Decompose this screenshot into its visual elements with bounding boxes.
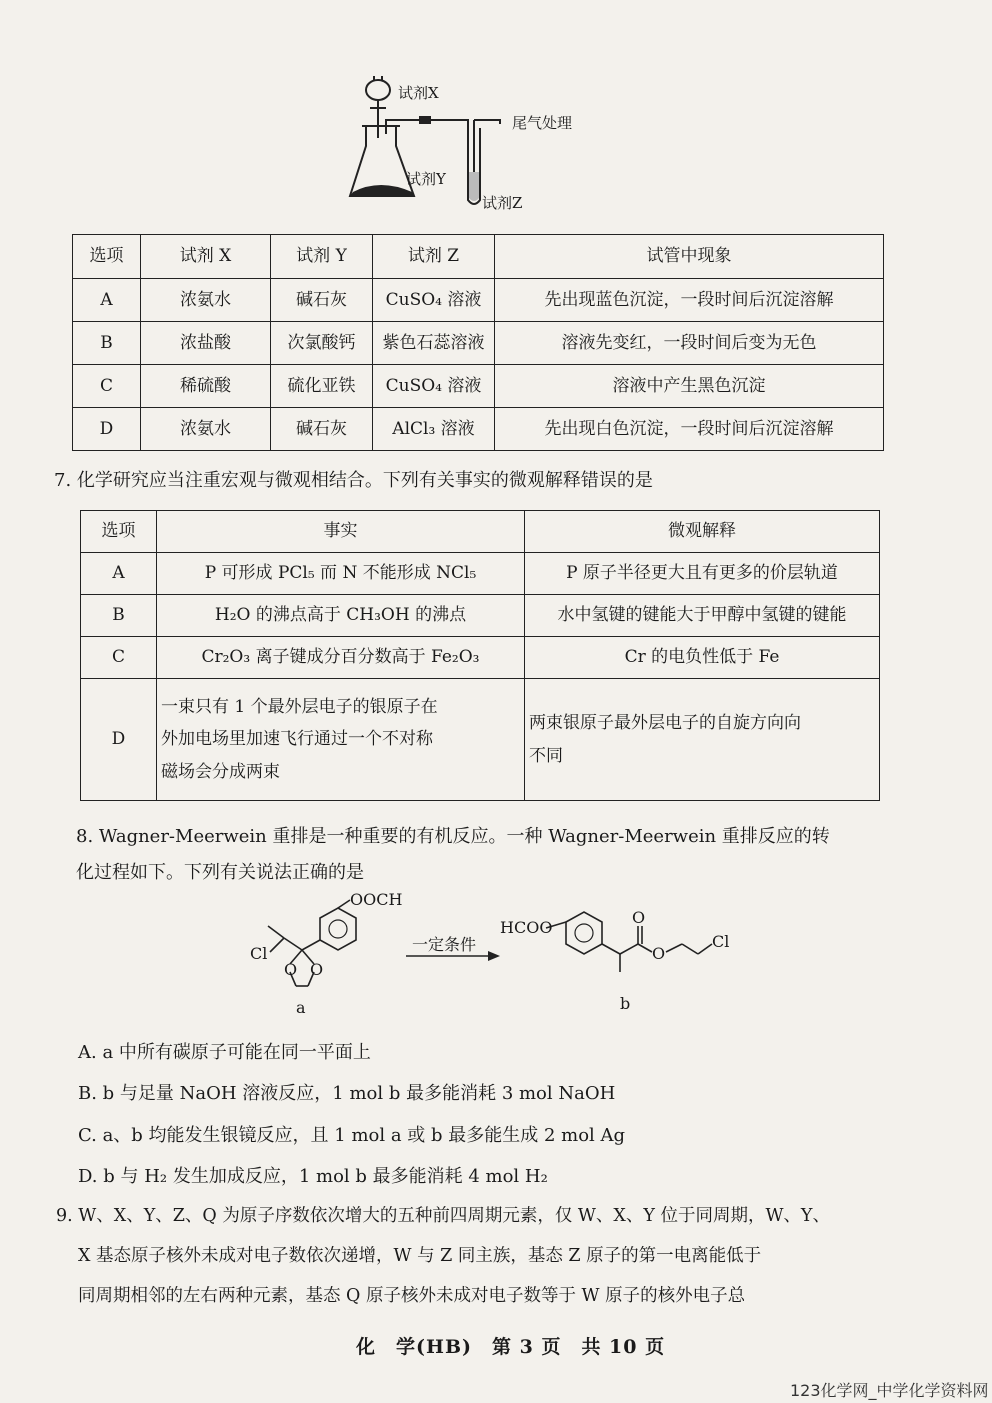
cell (157, 679, 525, 801)
cell: P 可形成 PCl₅ 而 N 不能形成 NCl₅ (157, 553, 525, 595)
cell: 先出现白色沉淀，一段时间后沉淀溶解 (495, 408, 884, 451)
cell: P 原子半径更大且有更多的价层轨道 (525, 553, 880, 595)
cell: 碱石灰 (271, 408, 373, 451)
cell: C (81, 637, 157, 679)
fact-line: 磁场会分成两束 (161, 761, 280, 782)
b-carbonyl-o-label: O (632, 908, 646, 927)
cell: A (73, 279, 141, 322)
q6-header: 选项 (73, 235, 141, 279)
table-row (81, 637, 880, 679)
q8-option-b: B. b 与足量 NaOH 溶液反应，1 mol b 最多能消耗 3 mol NaOH (78, 1083, 616, 1104)
table-row (81, 679, 880, 801)
a-cl-label: Cl (250, 944, 268, 963)
q6-header: 试管中现象 (495, 235, 884, 279)
cell: 溶液先变红，一段时间后变为无色 (495, 322, 884, 365)
q6-table (72, 234, 884, 451)
q6-header-row (73, 235, 884, 279)
cell: 浓盐酸 (141, 322, 271, 365)
arrow-condition: 一定条件 (412, 935, 477, 954)
label-tail-gas: 尾气处理 (512, 114, 573, 132)
table-row (81, 595, 880, 637)
a-o1-label: O (284, 960, 298, 979)
cell: 碱石灰 (271, 279, 373, 322)
cell: CuSO₄ 溶液 (373, 279, 495, 322)
cell: 稀硫酸 (141, 365, 271, 408)
label-b: b (620, 994, 631, 1013)
table-row (73, 408, 884, 451)
label-reagent-x: 试剂X (398, 84, 439, 102)
apparatus-figure (340, 68, 580, 218)
cell: H₂O 的沸点高于 CH₃OH 的沸点 (157, 595, 525, 637)
cell: AlCl₃ 溶液 (373, 408, 495, 451)
a-ooch-label: OOCH (350, 890, 403, 909)
q7-header: 事实 (157, 511, 525, 553)
q8-option-d: D. b 与 H₂ 发生加成反应，1 mol b 最多能消耗 4 mol H₂ (78, 1166, 548, 1187)
cell: B (73, 322, 141, 365)
table-row (73, 279, 884, 322)
reaction-scheme (210, 890, 750, 1028)
q9-line1: 9. W、X、Y、Z、Q 为原子序数依次增大的五种前四周期元素，仅 W、X、Y 位于同周期，W、Y、 (56, 1206, 830, 1226)
cell: Cr₂O₃ 离子键成分百分数高于 Fe₂O₃ (157, 637, 525, 679)
apparatus-drawing (340, 68, 580, 218)
table-row (73, 322, 884, 365)
cell: 次氯酸钙 (271, 322, 373, 365)
cell: A (81, 553, 157, 595)
cell: 紫色石蕊溶液 (373, 322, 495, 365)
cell (525, 679, 880, 801)
b-cl-label: Cl (712, 932, 730, 951)
cell: D (73, 408, 141, 451)
q8-stem-line1: 8. Wagner-Meerwein 重排是一种重要的有机反应。一种 Wagner-Meerwein 重排反应的转 (76, 826, 830, 847)
cell: 溶液中产生黑色沉淀 (495, 365, 884, 408)
b-hcoo-label: HCOO (500, 918, 553, 937)
cell: 先出现蓝色沉淀，一段时间后沉淀溶解 (495, 279, 884, 322)
table-row (73, 365, 884, 408)
cell: B (81, 595, 157, 637)
label-reagent-y: 试剂Y (406, 170, 446, 188)
label-reagent-z: 试剂Z (482, 194, 523, 212)
q6-header: 试剂 Z (373, 235, 495, 279)
fact-line: 外加电场里加速飞行通过一个不对称 (161, 729, 433, 750)
b-ester-o-label: O (652, 944, 666, 963)
q8-stem-line2: 化过程如下。下列有关说法正确的是 (76, 862, 364, 883)
q6-header: 试剂 Y (271, 235, 373, 279)
q8-option-a: A. a 中所有碳原子可能在同一平面上 (78, 1042, 371, 1063)
q7-stem: 7. 化学研究应当注重宏观与微观相结合。下列有关事实的微观解释错误的是 (54, 470, 653, 491)
cell: 硫化亚铁 (271, 365, 373, 408)
q8-option-c: C. a、b 均能发生银镜反应，且 1 mol a 或 b 最多能生成 2 mol Ag (78, 1125, 626, 1146)
table-row (81, 553, 880, 595)
q9-line3: 同周期相邻的左右两种元素，基态 Q 原子核外未成对电子数等于 W 原子的核外电子总 (78, 1286, 746, 1306)
cell: CuSO₄ 溶液 (373, 365, 495, 408)
q7-header-row (81, 511, 880, 553)
fact-line: 一束只有 1 个最外层电子的银原子在 (161, 697, 438, 718)
a-o2-label: O (310, 960, 324, 979)
q9-line2: X 基态原子核外未成对电子数依次递增，W 与 Z 同主族，基态 Z 原子的第一电离能低于 (78, 1246, 762, 1266)
q7-table (80, 510, 880, 801)
label-a: a (296, 998, 306, 1017)
q7-header: 选项 (81, 511, 157, 553)
q7-header: 微观解释 (525, 511, 880, 553)
cell: 浓氨水 (141, 408, 271, 451)
page-footer: 化 学(HB) 第 3 页 共 10 页 (356, 1336, 666, 1358)
cell: 浓氨水 (141, 279, 271, 322)
site-watermark: 123化学网_中学化学资料网 (790, 1381, 989, 1400)
explain-line: 不同 (529, 745, 563, 766)
cell: C (73, 365, 141, 408)
cell: Cr 的电负性低于 Fe (525, 637, 880, 679)
q6-header: 试剂 X (141, 235, 271, 279)
cell: D (81, 679, 157, 801)
explain-line: 两束银原子最外层电子的自旋方向向 (529, 713, 801, 734)
cell: 水中氢键的键能大于甲醇中氢键的键能 (525, 595, 880, 637)
